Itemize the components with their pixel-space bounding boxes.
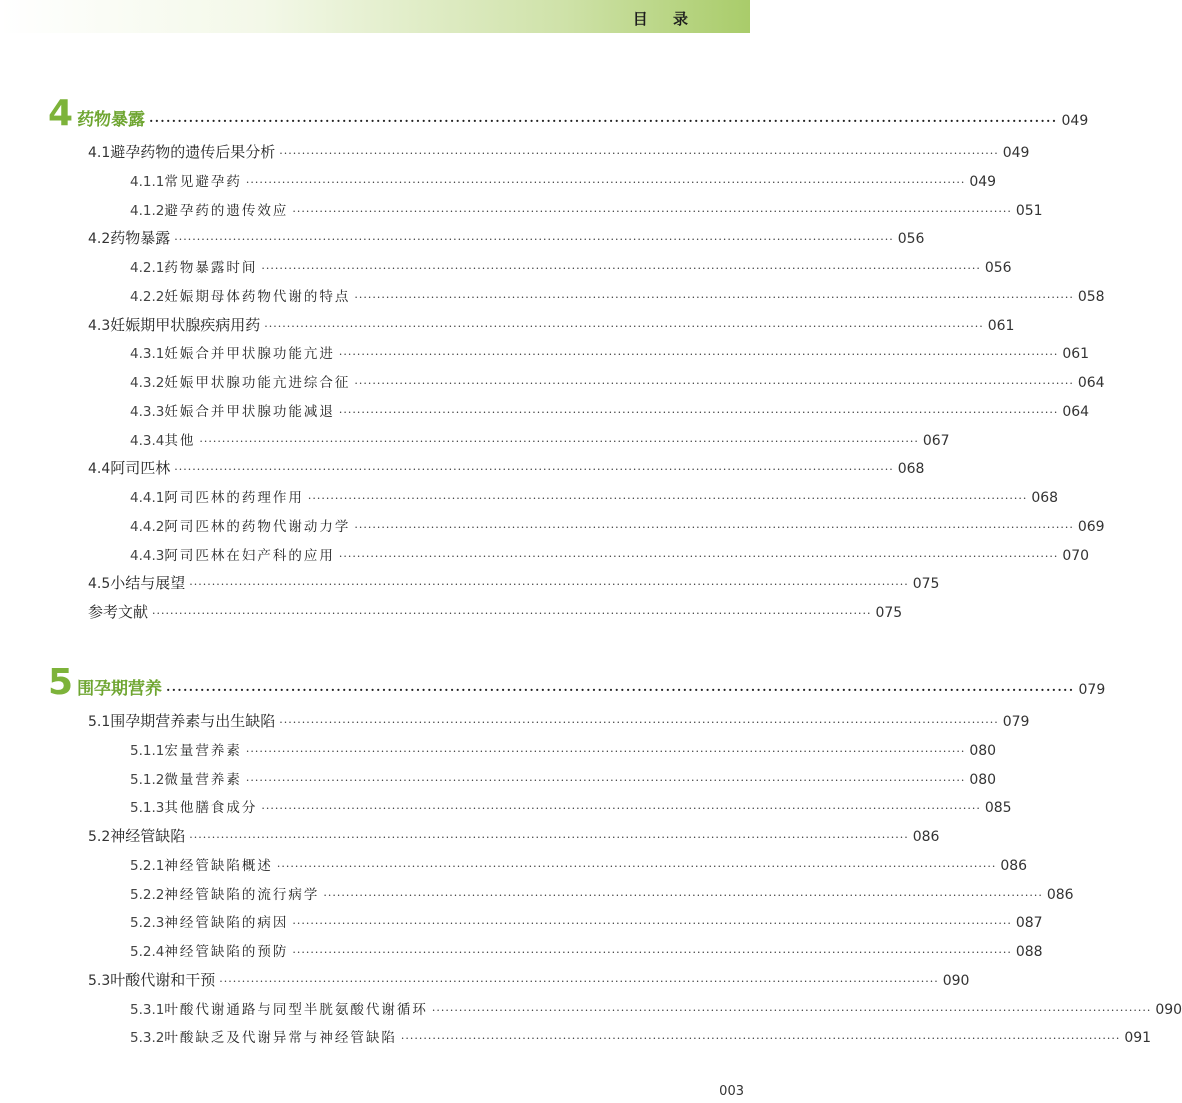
subsection-number: 4.4.2 — [130, 518, 165, 535]
toc-subsection-entry[interactable] — [130, 486, 1059, 506]
section-number: 4.2 — [88, 231, 111, 248]
toc-section-entry[interactable] — [88, 141, 1030, 162]
toc-subsection-entry[interactable] — [130, 940, 1043, 960]
page-ref: 061 — [1062, 346, 1090, 363]
page-ref: 079 — [1078, 682, 1106, 698]
page-ref: 049 — [1002, 145, 1030, 161]
section-number: 5.2 — [88, 829, 111, 845]
toc-subsection-entry[interactable] — [130, 342, 1090, 363]
page-number: 003 — [719, 1084, 744, 1099]
section-title: 阿司匹林 — [110, 459, 171, 478]
subsection-number: 5.1.2 — [130, 771, 165, 788]
page-ref: 086 — [912, 829, 940, 845]
subsection-number: 4.4.3 — [130, 547, 165, 564]
subsection-title: 妊娠合并甲状腺功能减退 — [164, 403, 335, 420]
subsection-number: 4.3.3 — [130, 403, 165, 420]
subsection-title: 药物暴露时间 — [164, 260, 258, 276]
section-number: 4.4 — [88, 461, 111, 478]
section-title: 神经管缺陷 — [110, 827, 186, 845]
toc-subsection-entry[interactable] — [130, 998, 1182, 1018]
subsection-title: 微量营养素 — [164, 771, 242, 788]
subsection-number: 4.2.2 — [130, 288, 165, 305]
dot-leader: ································································································································································ — [199, 434, 919, 448]
header-title: 目 录 — [632, 10, 698, 28]
toc-section-entry[interactable] — [88, 572, 940, 593]
subsection-title: 妊娠甲状腺功能亢进综合征 — [164, 375, 351, 391]
subsection-title: 阿司匹林的药物代谢动力学 — [164, 518, 351, 535]
toc-subsection-entry[interactable] — [130, 796, 1012, 817]
references-title: 参考文献 — [88, 603, 149, 621]
toc-subsection-entry[interactable] — [130, 170, 997, 190]
subsection-number: 4.2.1 — [130, 260, 165, 276]
page-ref: 086 — [1000, 857, 1028, 874]
subsection-title: 叶酸代谢通路与同型半胱氨酸代谢循环 — [164, 1001, 428, 1018]
dot-leader: ································································································································································ — [307, 492, 1028, 505]
page-ref: 056 — [897, 231, 925, 248]
subsection-title: 阿司匹林在妇产科的应用 — [164, 547, 335, 564]
page-ref: 088 — [1015, 944, 1043, 960]
toc-section-entry[interactable] — [88, 825, 940, 846]
page-ref: 080 — [969, 742, 997, 759]
page-ref: 090 — [942, 972, 970, 989]
dot-leader: ································································································································································ — [292, 917, 1012, 931]
header-bar — [0, 0, 750, 33]
toc-subsection-entry[interactable] — [130, 768, 997, 788]
subsection-title: 避孕药的遗传效应 — [164, 202, 289, 219]
toc-section-entry[interactable] — [88, 314, 1015, 335]
page-ref: 049 — [1061, 113, 1089, 129]
dot-leader: ································································································································································ — [189, 831, 909, 844]
toc-subsection-entry[interactable] — [130, 400, 1090, 420]
dot-leader: ································································································································································ — [166, 683, 1075, 697]
subsection-title: 叶酸缺乏及代谢异常与神经管缺陷 — [164, 1030, 397, 1047]
toc-references-entry[interactable] — [88, 601, 903, 622]
chapter-title: 围孕期营养 — [77, 679, 163, 699]
page-ref: 067 — [922, 432, 950, 449]
page-ref: 079 — [1002, 714, 1030, 730]
toc-subsection-entry[interactable] — [130, 285, 1105, 305]
dot-leader: ································································································································································ — [149, 114, 1058, 128]
dot-leader: ································································································································································ — [338, 549, 1059, 563]
dot-leader: ································································································································································ — [174, 233, 894, 247]
page-ref: 061 — [987, 317, 1015, 334]
dot-leader: ································································································································································ — [292, 946, 1012, 959]
toc-section-entry[interactable] — [88, 710, 1030, 731]
dot-leader: ································································································································································ — [245, 744, 966, 758]
toc-subsection-entry[interactable] — [130, 199, 1043, 219]
section-title: 小结与展望 — [110, 574, 186, 593]
dot-leader: ································································································································································ — [264, 319, 984, 333]
page-ref: 068 — [897, 461, 925, 478]
subsection-title: 神经管缺陷的预防 — [164, 944, 289, 960]
page-ref: 075 — [912, 576, 940, 593]
toc-section-entry[interactable] — [88, 969, 970, 990]
dot-leader: ································································································································································ — [323, 888, 1043, 902]
dot-leader: ································································································································································ — [279, 147, 999, 160]
subsection-number: 5.2.1 — [130, 857, 165, 874]
dot-leader: ································································································································································ — [245, 175, 966, 189]
dot-leader: ································································································································································ — [245, 773, 966, 787]
subsection-number: 5.1.1 — [130, 742, 165, 759]
section-title: 妊娠期甲状腺疾病用药 — [110, 315, 261, 334]
dot-leader: ································································································································································ — [152, 607, 872, 620]
subsection-number: 4.3.4 — [130, 432, 165, 449]
page-ref: 090 — [1155, 1001, 1182, 1018]
dot-leader: ································································································································································ — [400, 1032, 1121, 1046]
chapter-heading[interactable] — [48, 93, 1089, 134]
subsection-number: 5.3.1 — [130, 1001, 165, 1018]
section-title: 避孕药物的遗传后果分析 — [110, 143, 276, 161]
chapter-number: 5 — [48, 662, 74, 703]
section-title: 围孕期营养素与出生缺陷 — [110, 712, 276, 730]
subsection-number: 4.3.1 — [130, 346, 165, 363]
toc-subsection-entry[interactable] — [130, 429, 950, 449]
page-ref: 075 — [875, 605, 903, 621]
dot-leader: ································································································································································ — [219, 974, 939, 988]
chapter-number: 4 — [48, 93, 74, 134]
toc-subsection-entry[interactable] — [130, 515, 1105, 535]
section-number: 4.1 — [88, 145, 111, 161]
subsection-number: 5.2.2 — [130, 886, 165, 903]
subsection-number: 4.1.1 — [130, 173, 165, 190]
dot-leader: ································································································································································ — [261, 802, 981, 816]
page-ref: 069 — [1077, 518, 1105, 535]
subsection-title: 其他 — [164, 432, 196, 449]
page-ref: 058 — [1077, 288, 1105, 305]
page-ref: 085 — [984, 800, 1012, 817]
subsection-number: 4.4.1 — [130, 490, 165, 506]
subsection-number: 5.3.2 — [130, 1030, 165, 1047]
subsection-title: 神经管缺陷的流行病学 — [164, 886, 320, 903]
dot-leader: ································································································································································ — [338, 405, 1059, 419]
dot-leader: ································································································································································ — [338, 348, 1059, 362]
subsection-number: 4.3.2 — [130, 375, 165, 391]
dot-leader: ································································································································································ — [261, 262, 981, 275]
toc-subsection-entry[interactable] — [130, 911, 1043, 932]
dot-leader: ································································································································································ — [354, 377, 1074, 390]
subsection-title: 阿司匹林的药理作用 — [164, 490, 304, 506]
section-number: 5.1 — [88, 714, 111, 730]
toc-section-entry[interactable] — [88, 457, 925, 478]
page-ref: 087 — [1015, 915, 1043, 932]
subsection-number: 5.1.3 — [130, 800, 165, 817]
toc-subsection-entry[interactable] — [130, 883, 1074, 903]
dot-leader: ································································································································································ — [276, 859, 997, 873]
page-ref: 051 — [1015, 202, 1043, 219]
toc-subsection-entry[interactable] — [130, 544, 1090, 564]
page-ref: 064 — [1062, 403, 1090, 420]
toc-subsection-entry[interactable] — [130, 256, 1012, 276]
subsection-number: 5.2.4 — [130, 944, 165, 960]
toc-subsection-entry[interactable] — [130, 739, 997, 759]
section-number: 4.5 — [88, 576, 111, 593]
subsection-title: 常见避孕药 — [164, 173, 242, 190]
page-ref: 070 — [1062, 547, 1090, 564]
toc-subsection-entry[interactable] — [130, 1026, 1152, 1047]
subsection-title: 妊娠期母体药物代谢的特点 — [164, 288, 351, 305]
section-number: 4.3 — [88, 317, 111, 334]
subsection-title: 神经管缺陷的病因 — [164, 915, 289, 932]
dot-leader: ································································································································································ — [174, 463, 894, 477]
dot-leader: ································································································································································ — [354, 290, 1074, 304]
toc-section-entry[interactable] — [88, 227, 925, 248]
page-ref: 086 — [1046, 886, 1074, 903]
section-number: 5.3 — [88, 972, 111, 989]
chapter-title: 药物暴露 — [77, 110, 146, 130]
page-ref: 091 — [1124, 1030, 1152, 1047]
subsection-number: 4.1.2 — [130, 202, 165, 219]
page-ref: 068 — [1031, 490, 1059, 506]
subsection-title: 神经管缺陷概述 — [164, 857, 273, 874]
dot-leader: ································································································································································ — [431, 1003, 1152, 1017]
toc-subsection-entry[interactable] — [130, 854, 1028, 874]
dot-leader: ································································································································································ — [189, 578, 909, 592]
section-title: 叶酸代谢和干预 — [110, 970, 216, 989]
page-ref: 049 — [969, 173, 997, 190]
toc-subsection-entry[interactable] — [130, 371, 1105, 391]
subsection-title: 其他膳食成分 — [164, 800, 258, 817]
page-ref: 064 — [1077, 375, 1105, 391]
dot-leader: ································································································································································ — [292, 204, 1012, 218]
page-ref: 080 — [969, 771, 997, 788]
section-title: 药物暴露 — [110, 229, 171, 248]
chapter-heading[interactable] — [48, 662, 1106, 703]
page-ref: 056 — [984, 260, 1012, 276]
dot-leader: ································································································································································ — [354, 520, 1074, 534]
subsection-number: 5.2.3 — [130, 915, 165, 932]
dot-leader: ································································································································································ — [279, 716, 999, 729]
subsection-title: 妊娠合并甲状腺功能亢进 — [164, 346, 335, 363]
subsection-title: 宏量营养素 — [164, 742, 242, 759]
